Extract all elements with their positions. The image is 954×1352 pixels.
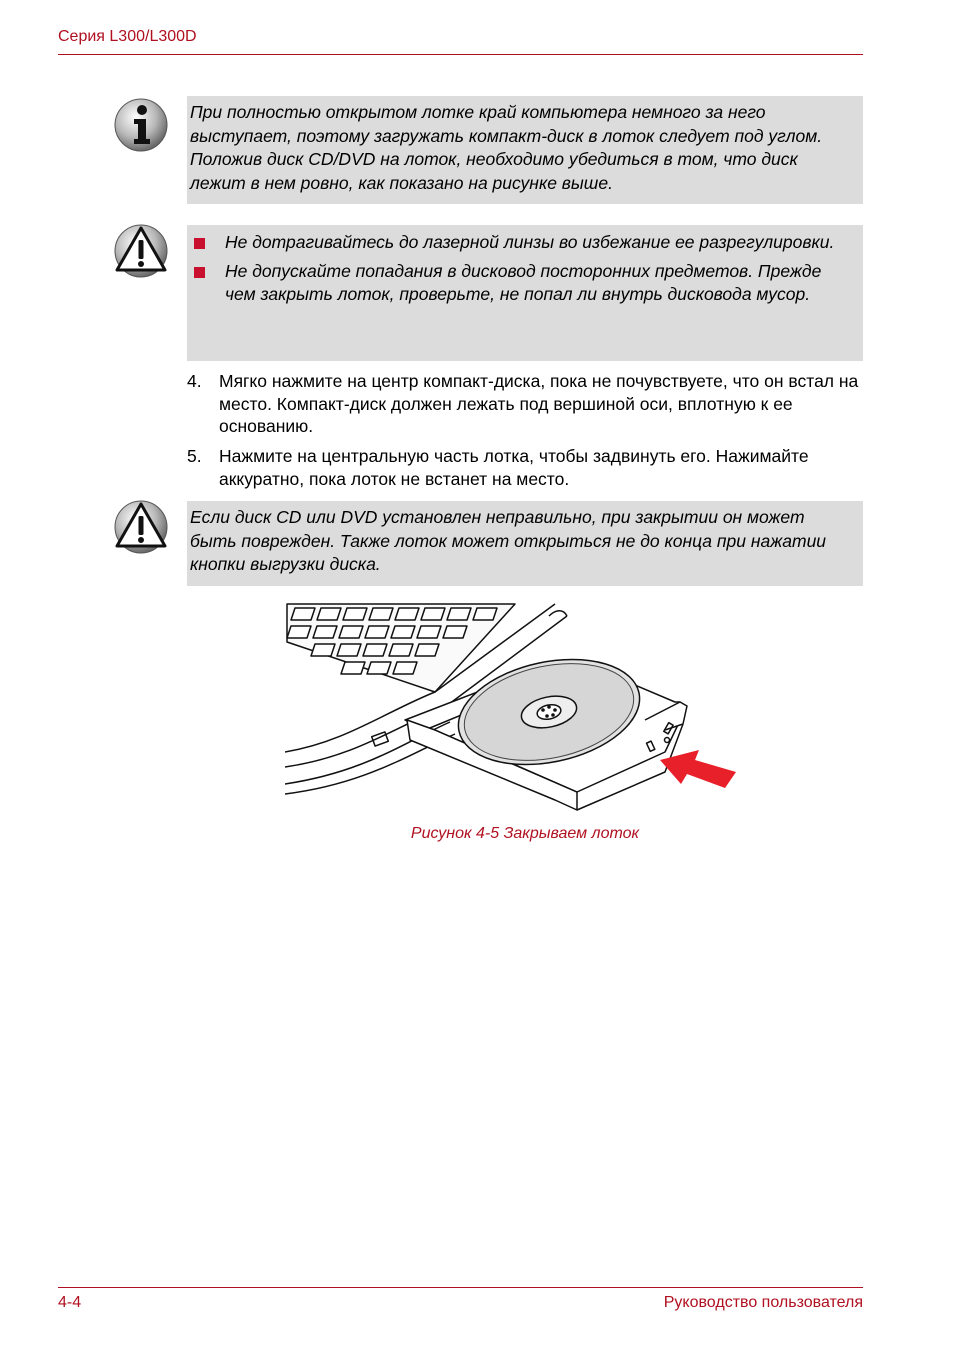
bullet-square-icon bbox=[194, 238, 205, 249]
warning-icon bbox=[113, 499, 169, 560]
caution-note-1 bbox=[187, 225, 863, 361]
info-icon bbox=[113, 97, 169, 158]
bullet-square-icon bbox=[194, 267, 205, 278]
keyboard-illustration bbox=[287, 604, 515, 692]
caution-note-2 bbox=[187, 501, 863, 586]
caution-bullet bbox=[190, 260, 855, 307]
step-item bbox=[187, 445, 867, 490]
step-text: Мягко нажмите на центр компакт-диска, пока не почувствуете, что он встал на место. Компакт-диск должен лежать под вершиной оси, вплотную к ее основанию. bbox=[219, 371, 859, 436]
running-header: Серия L300/L300D bbox=[58, 28, 197, 45]
header-rule bbox=[58, 54, 863, 55]
caution-note-text: Если диск CD или DVD установлен неправильно, при закрытии он может быть поврежден. Также лоток может открыться не до конца при нажатии кнопки выгрузки диска. bbox=[190, 507, 827, 574]
footer-title: Руководство пользователя bbox=[663, 1294, 863, 1311]
caution-bullet-text: Не допускайте попадания в дисковод посторонних предметов. Прежде чем закрыть лоток, проверьте, не попал ли внутрь дисковода мусор. bbox=[225, 260, 822, 304]
step-number: 4. bbox=[187, 371, 202, 391]
step-item bbox=[187, 370, 867, 438]
step-number: 5. bbox=[187, 446, 202, 466]
warning-icon bbox=[113, 223, 169, 284]
footer-rule bbox=[58, 1287, 863, 1288]
figure-closing-tray bbox=[285, 602, 737, 814]
info-note-text: При полностью открытом лотке край компьютера немного за него выступает, поэтому загружать компакт-диск в лоток следует под углом. Положив диск CD/DVD на лоток, необходимо убедиться в том, что диск лежит в нем ровно, как показано на рисунке выше. bbox=[190, 102, 823, 193]
page-number: 4-4 bbox=[58, 1294, 82, 1311]
figure-caption: Рисунок 4-5 Закрываем лоток bbox=[410, 825, 640, 842]
caution-bullet bbox=[190, 231, 855, 255]
caution-bullet-text: Не дотрагивайтесь до лазерной линзы во избежание ее разрегулировки. bbox=[225, 232, 835, 252]
step-text: Нажмите на центральную часть лотка, чтобы задвинуть его. Нажимайте аккуратно, пока лоток не встанет на место. bbox=[219, 446, 809, 489]
info-note bbox=[187, 96, 863, 204]
